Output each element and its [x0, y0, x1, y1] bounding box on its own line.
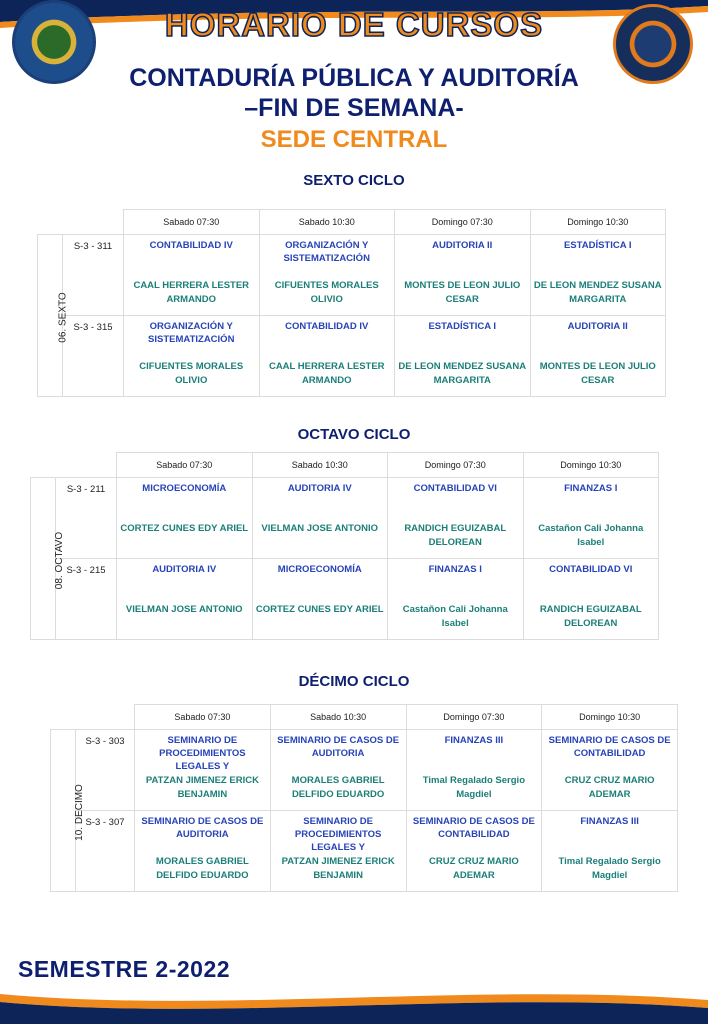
column-header: Sabado 10:30: [252, 453, 388, 478]
teacher-name: CORTEZ CUNES EDY ARIEL: [255, 604, 384, 615]
schedule-cell: [259, 316, 395, 397]
course-name: FINANZAS III: [444, 735, 504, 746]
schedule-cell: [117, 559, 253, 640]
schedule-table-decimo: [50, 704, 678, 892]
course-name: FINANZAS I: [564, 483, 618, 494]
course-name: CONTABILIDAD IV: [149, 240, 233, 251]
schedule-cell: [406, 811, 542, 892]
column-header: Domingo 10:30: [523, 453, 659, 478]
course-name: ORGANIZACIÓN Y SISTEMATIZACIÓN: [148, 321, 235, 345]
column-header: Domingo 10:30: [542, 705, 678, 730]
schedule-cell: [252, 478, 388, 559]
section-title-sexto: SEXTO CICLO: [303, 172, 405, 189]
course-name: FINANZAS I: [428, 564, 482, 575]
page-title: HORARIO DE CURSOS: [164, 6, 544, 43]
column-header: Domingo 07:30: [406, 705, 542, 730]
modality-title: –FIN DE SEMANA-: [244, 94, 464, 122]
schedule-cell: [135, 811, 271, 892]
semester-label: SEMESTRE 2-2022: [18, 956, 231, 982]
teacher-name: RANDICH EGUIZABAL DELOREAN: [539, 604, 642, 629]
course-name: SEMINARIO DE CASOS DE AUDITORIA: [141, 816, 264, 840]
course-name: ORGANIZACIÓN Y SISTEMATIZACIÓN: [283, 240, 370, 264]
course-name: AUDITORIA II: [567, 321, 628, 332]
schedule-cell: [530, 316, 666, 397]
course-name: CONTABILIDAD VI: [549, 564, 633, 575]
schedule-cell: [542, 811, 678, 892]
teacher-name: CIFUENTES MORALES OLIVIO: [139, 361, 244, 386]
room-label: S-3 - 211: [56, 478, 117, 559]
schedule-cell: [542, 730, 678, 811]
schedule-cell: [523, 559, 659, 640]
teacher-name: CRUZ CRUZ MARIO ADEMAR: [564, 775, 655, 800]
schedule-cell: [395, 316, 531, 397]
course-name: ESTADÍSTICA I: [563, 240, 632, 251]
schedule-table-octavo: [30, 452, 659, 640]
teacher-name: Castañon Cali Johanna Isabel: [538, 523, 644, 548]
course-name: CONTABILIDAD IV: [285, 321, 369, 332]
teacher-name: RANDICH EGUIZABAL DELOREAN: [404, 523, 507, 548]
teacher-name: CORTEZ CUNES EDY ARIEL: [120, 523, 249, 534]
schedule-cell: [135, 730, 271, 811]
schedule-cell: [270, 730, 406, 811]
teacher-name: CIFUENTES MORALES OLIVIO: [274, 280, 379, 305]
course-name: SEMINARIO DE CASOS DE CONTABILIDAD: [412, 816, 535, 840]
course-name: ESTADÍSTICA I: [428, 321, 497, 332]
teacher-name: PATZAN JIMENEZ ERICK BENJAMIN: [281, 856, 395, 881]
section-title-octavo: OCTAVO CICLO: [297, 426, 411, 443]
teacher-name: PATZAN JIMENEZ ERICK BENJAMIN: [145, 775, 259, 800]
teacher-name: Castañon Cali Johanna Isabel: [402, 604, 508, 629]
teacher-name: VIELMAN JOSE ANTONIO: [125, 604, 243, 615]
teacher-name: CAAL HERRERA LESTER ARMANDO: [268, 361, 385, 386]
schedule-cell: [523, 478, 659, 559]
course-name: CONTABILIDAD VI: [413, 483, 497, 494]
teacher-name: CRUZ CRUZ MARIO ADEMAR: [429, 856, 519, 881]
course-name: SEMINARIO DE CASOS DE CONTABILIDAD: [548, 735, 671, 759]
schedule-cell: [270, 811, 406, 892]
schedule-cell: [406, 730, 542, 811]
cycle-label: 08. OCTAVO: [31, 478, 56, 640]
teacher-name: MORALES GABRIEL DELFIDO EDUARDO: [155, 856, 249, 881]
schedule-cell: [395, 235, 531, 316]
schedule-cell: [117, 478, 253, 559]
career-title: CONTADURÍA PÚBLICA Y AUDITORÍA: [129, 64, 579, 92]
teacher-name: MORALES GABRIEL DELFIDO EDUARDO: [291, 775, 385, 800]
course-name: MICROECONOMÍA: [277, 564, 362, 575]
schedule-cell: [124, 235, 260, 316]
teacher-name: DE LEON MENDEZ SUSANA MARGARITA: [533, 280, 662, 305]
course-name: AUDITORIA II: [432, 240, 493, 251]
schedule-cell: [259, 235, 395, 316]
teacher-name: MONTES DE LEON JULIO CESAR: [539, 361, 656, 386]
room-label: S-3 - 215: [56, 559, 117, 640]
course-name: MICROECONOMÍA: [142, 483, 227, 494]
teacher-name: MONTES DE LEON JULIO CESAR: [404, 280, 521, 305]
schedule-table-sexto: [37, 209, 666, 397]
column-header: Domingo 07:30: [388, 453, 524, 478]
course-name: SEMINARIO DE CASOS DE AUDITORIA: [277, 735, 400, 759]
course-name: FINANZAS III: [580, 816, 639, 827]
schedule-cell: [124, 316, 260, 397]
section-title-decimo: DÉCIMO CICLO: [298, 673, 410, 690]
room-label: S-3 - 307: [76, 811, 135, 892]
bottom-wave-decoration: [0, 980, 708, 1024]
course-name: SEMINARIO DE PROCEDIMIENTOS LEGALES Y: [159, 735, 246, 772]
teacher-name: VIELMAN JOSE ANTONIO: [261, 523, 379, 534]
room-label: S-3 - 315: [63, 316, 124, 397]
course-name: AUDITORIA IV: [152, 564, 217, 575]
room-label: S-3 - 311: [63, 235, 124, 316]
column-header: Sabado 10:30: [259, 210, 395, 235]
cycle-label: 10. DECIMO: [51, 730, 76, 892]
cycle-label: 06. SEXTO: [38, 235, 63, 397]
room-label: S-3 - 303: [76, 730, 135, 811]
schedule-cell: [388, 478, 524, 559]
course-name: SEMINARIO DE PROCEDIMIENTOS LEGALES Y: [294, 816, 382, 853]
column-header: Sabado 07:30: [135, 705, 271, 730]
column-header: Sabado 07:30: [117, 453, 253, 478]
teacher-name: Timal Regalado Sergio Magdiel: [422, 775, 525, 800]
column-header: Sabado 07:30: [124, 210, 260, 235]
column-header: Sabado 10:30: [270, 705, 406, 730]
column-header: Domingo 10:30: [530, 210, 666, 235]
schedule-cell: [388, 559, 524, 640]
course-name: AUDITORIA IV: [287, 483, 352, 494]
column-header: Domingo 07:30: [395, 210, 531, 235]
campus-title: SEDE CENTRAL: [260, 126, 448, 153]
teacher-name: CAAL HERRERA LESTER ARMANDO: [133, 280, 250, 305]
schedule-cell: [252, 559, 388, 640]
teacher-name: DE LEON MENDEZ SUSANA MARGARITA: [398, 361, 527, 386]
schedule-cell: [530, 235, 666, 316]
teacher-name: Timal Regalado Sergio Magdiel: [558, 856, 661, 881]
